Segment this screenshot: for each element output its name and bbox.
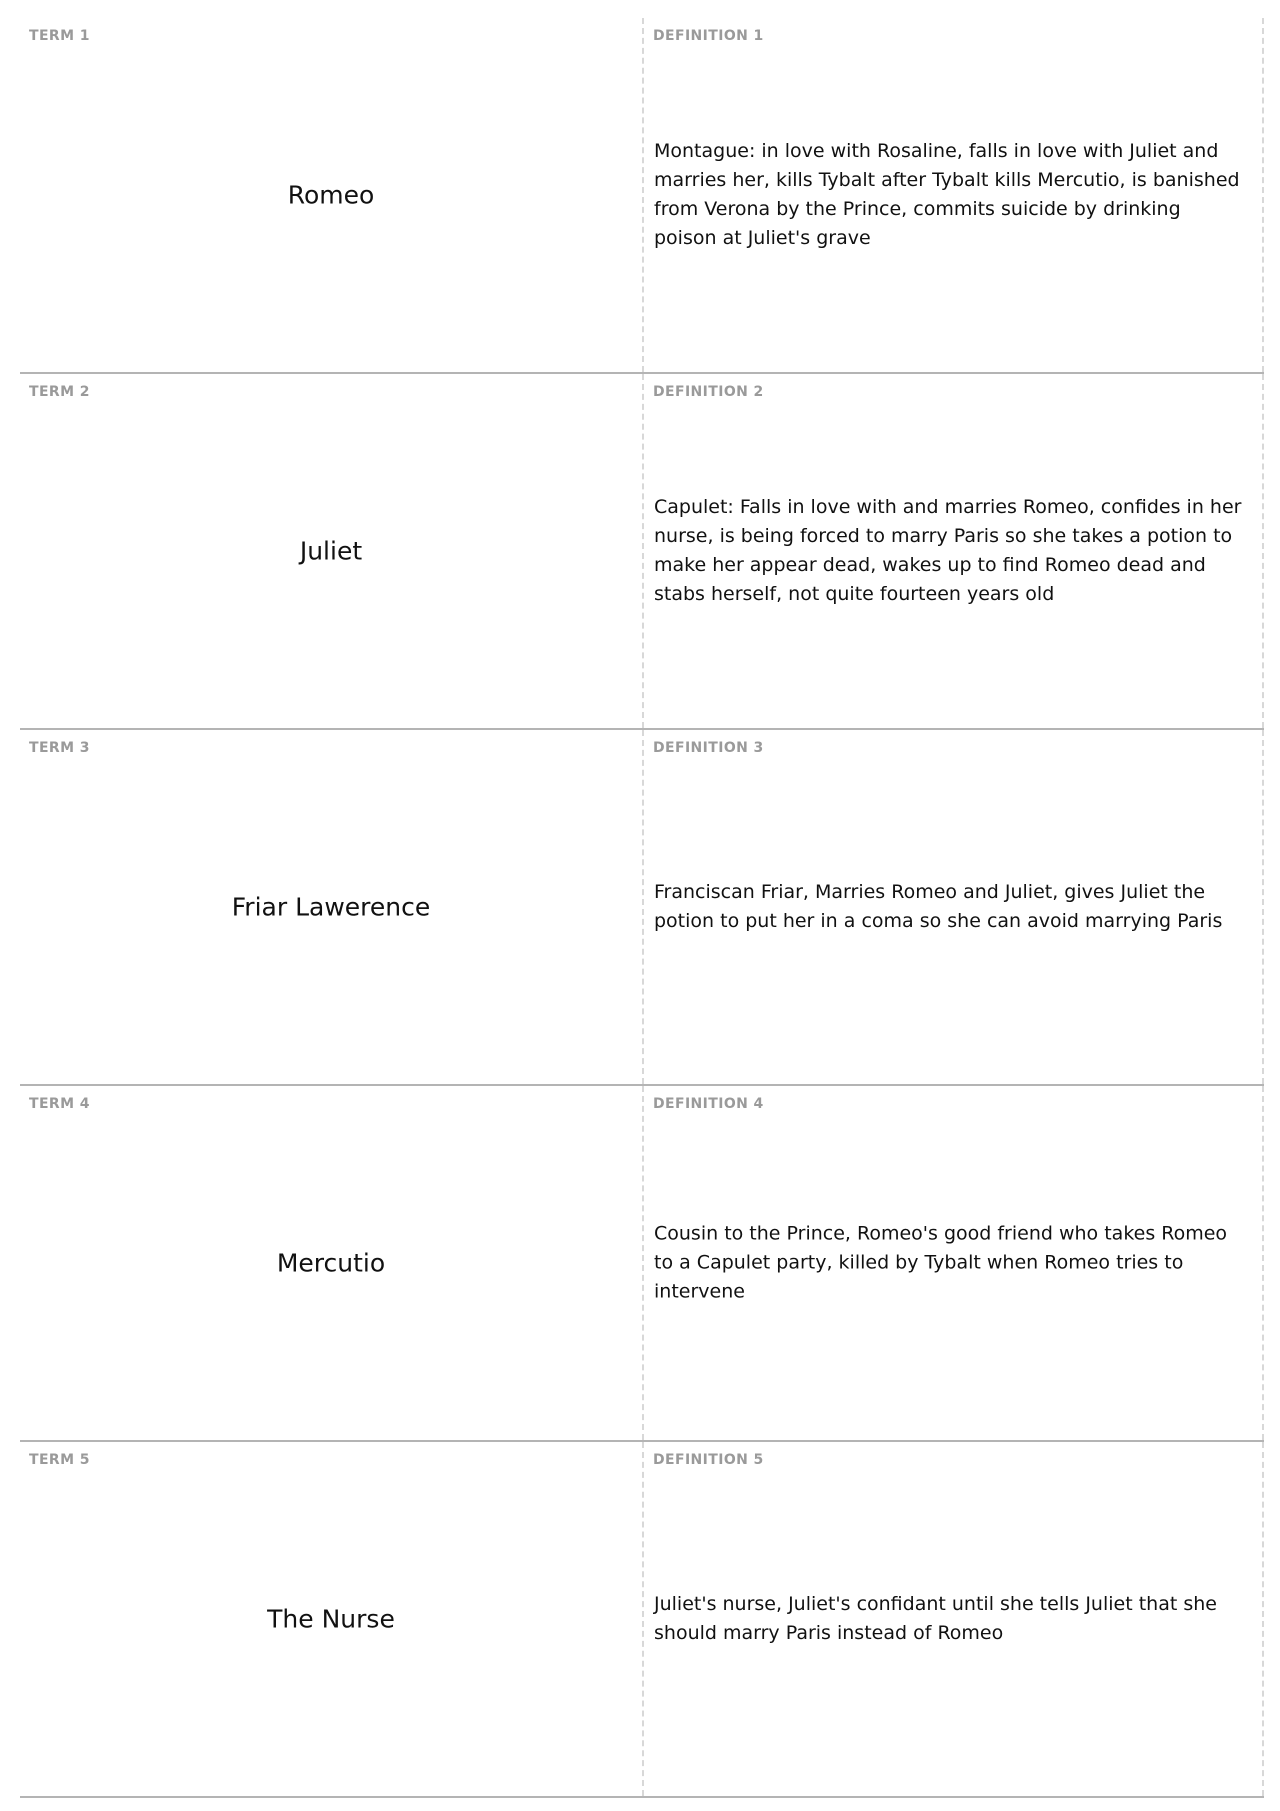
term-text: Mercutio (276, 1248, 386, 1278)
flashcard-sheet (20, 18, 1264, 1798)
term-text: The Nurse (267, 1604, 395, 1634)
term-text: Romeo (287, 180, 375, 210)
definition-label: DEFINITION 4 (653, 1096, 764, 1112)
flashcard-row (20, 730, 1264, 1086)
term-label: TERM 4 (29, 1096, 90, 1112)
definition-label: DEFINITION 5 (653, 1452, 764, 1468)
definition-label: DEFINITION 1 (653, 28, 764, 44)
term-cell (20, 730, 644, 1084)
term-label: TERM 5 (29, 1452, 90, 1468)
term-cell (20, 374, 644, 728)
term-cell (20, 18, 644, 372)
term-text: Juliet (299, 536, 363, 566)
flashcard-row (20, 374, 1264, 730)
definition-cell (644, 1086, 1264, 1440)
definition-cell (644, 730, 1264, 1084)
flashcard-row (20, 1442, 1264, 1798)
definition-label: DEFINITION 2 (653, 384, 764, 400)
definition-cell (644, 374, 1264, 728)
definition-label: DEFINITION 3 (653, 740, 764, 756)
term-label: TERM 1 (29, 28, 90, 44)
term-label: TERM 3 (29, 740, 90, 756)
definition-cell (644, 1442, 1264, 1796)
definition-text: Capulet: Falls in love with and marries Romeo, confides in her nurse, is being forced to marry Paris so she takes a potion to make her appear dead, wakes up to find Romeo dead and stabs herself, not quite fourteen years old (654, 496, 1242, 605)
definition-cell (644, 18, 1264, 372)
definition-text: Juliet's nurse, Juliet's confidant until she tells Juliet that she should marry Paris instead of Romeo (654, 1593, 1217, 1644)
term-text: Friar Lawerence (231, 892, 431, 922)
definition-text: Franciscan Friar, Marries Romeo and Juliet, gives Juliet the potion to put her in a coma so she can avoid marrying Paris (654, 881, 1223, 932)
term-cell (20, 1442, 644, 1796)
term-label: TERM 2 (29, 384, 90, 400)
flashcard-row (20, 1086, 1264, 1442)
term-cell (20, 1086, 644, 1440)
definition-text: Cousin to the Prince, Romeo's good friend who takes Romeo to a Capulet party, killed by Tybalt when Romeo tries to intervene (654, 1222, 1228, 1303)
definition-text: Montague: in love with Rosaline, falls in love with Juliet and marries her, kills Tybalt after Tybalt kills Mercutio, is banished from Verona by the Prince, commits suicide by drinking poison at Juliet's grave (654, 140, 1240, 249)
flashcard-row (20, 18, 1264, 374)
